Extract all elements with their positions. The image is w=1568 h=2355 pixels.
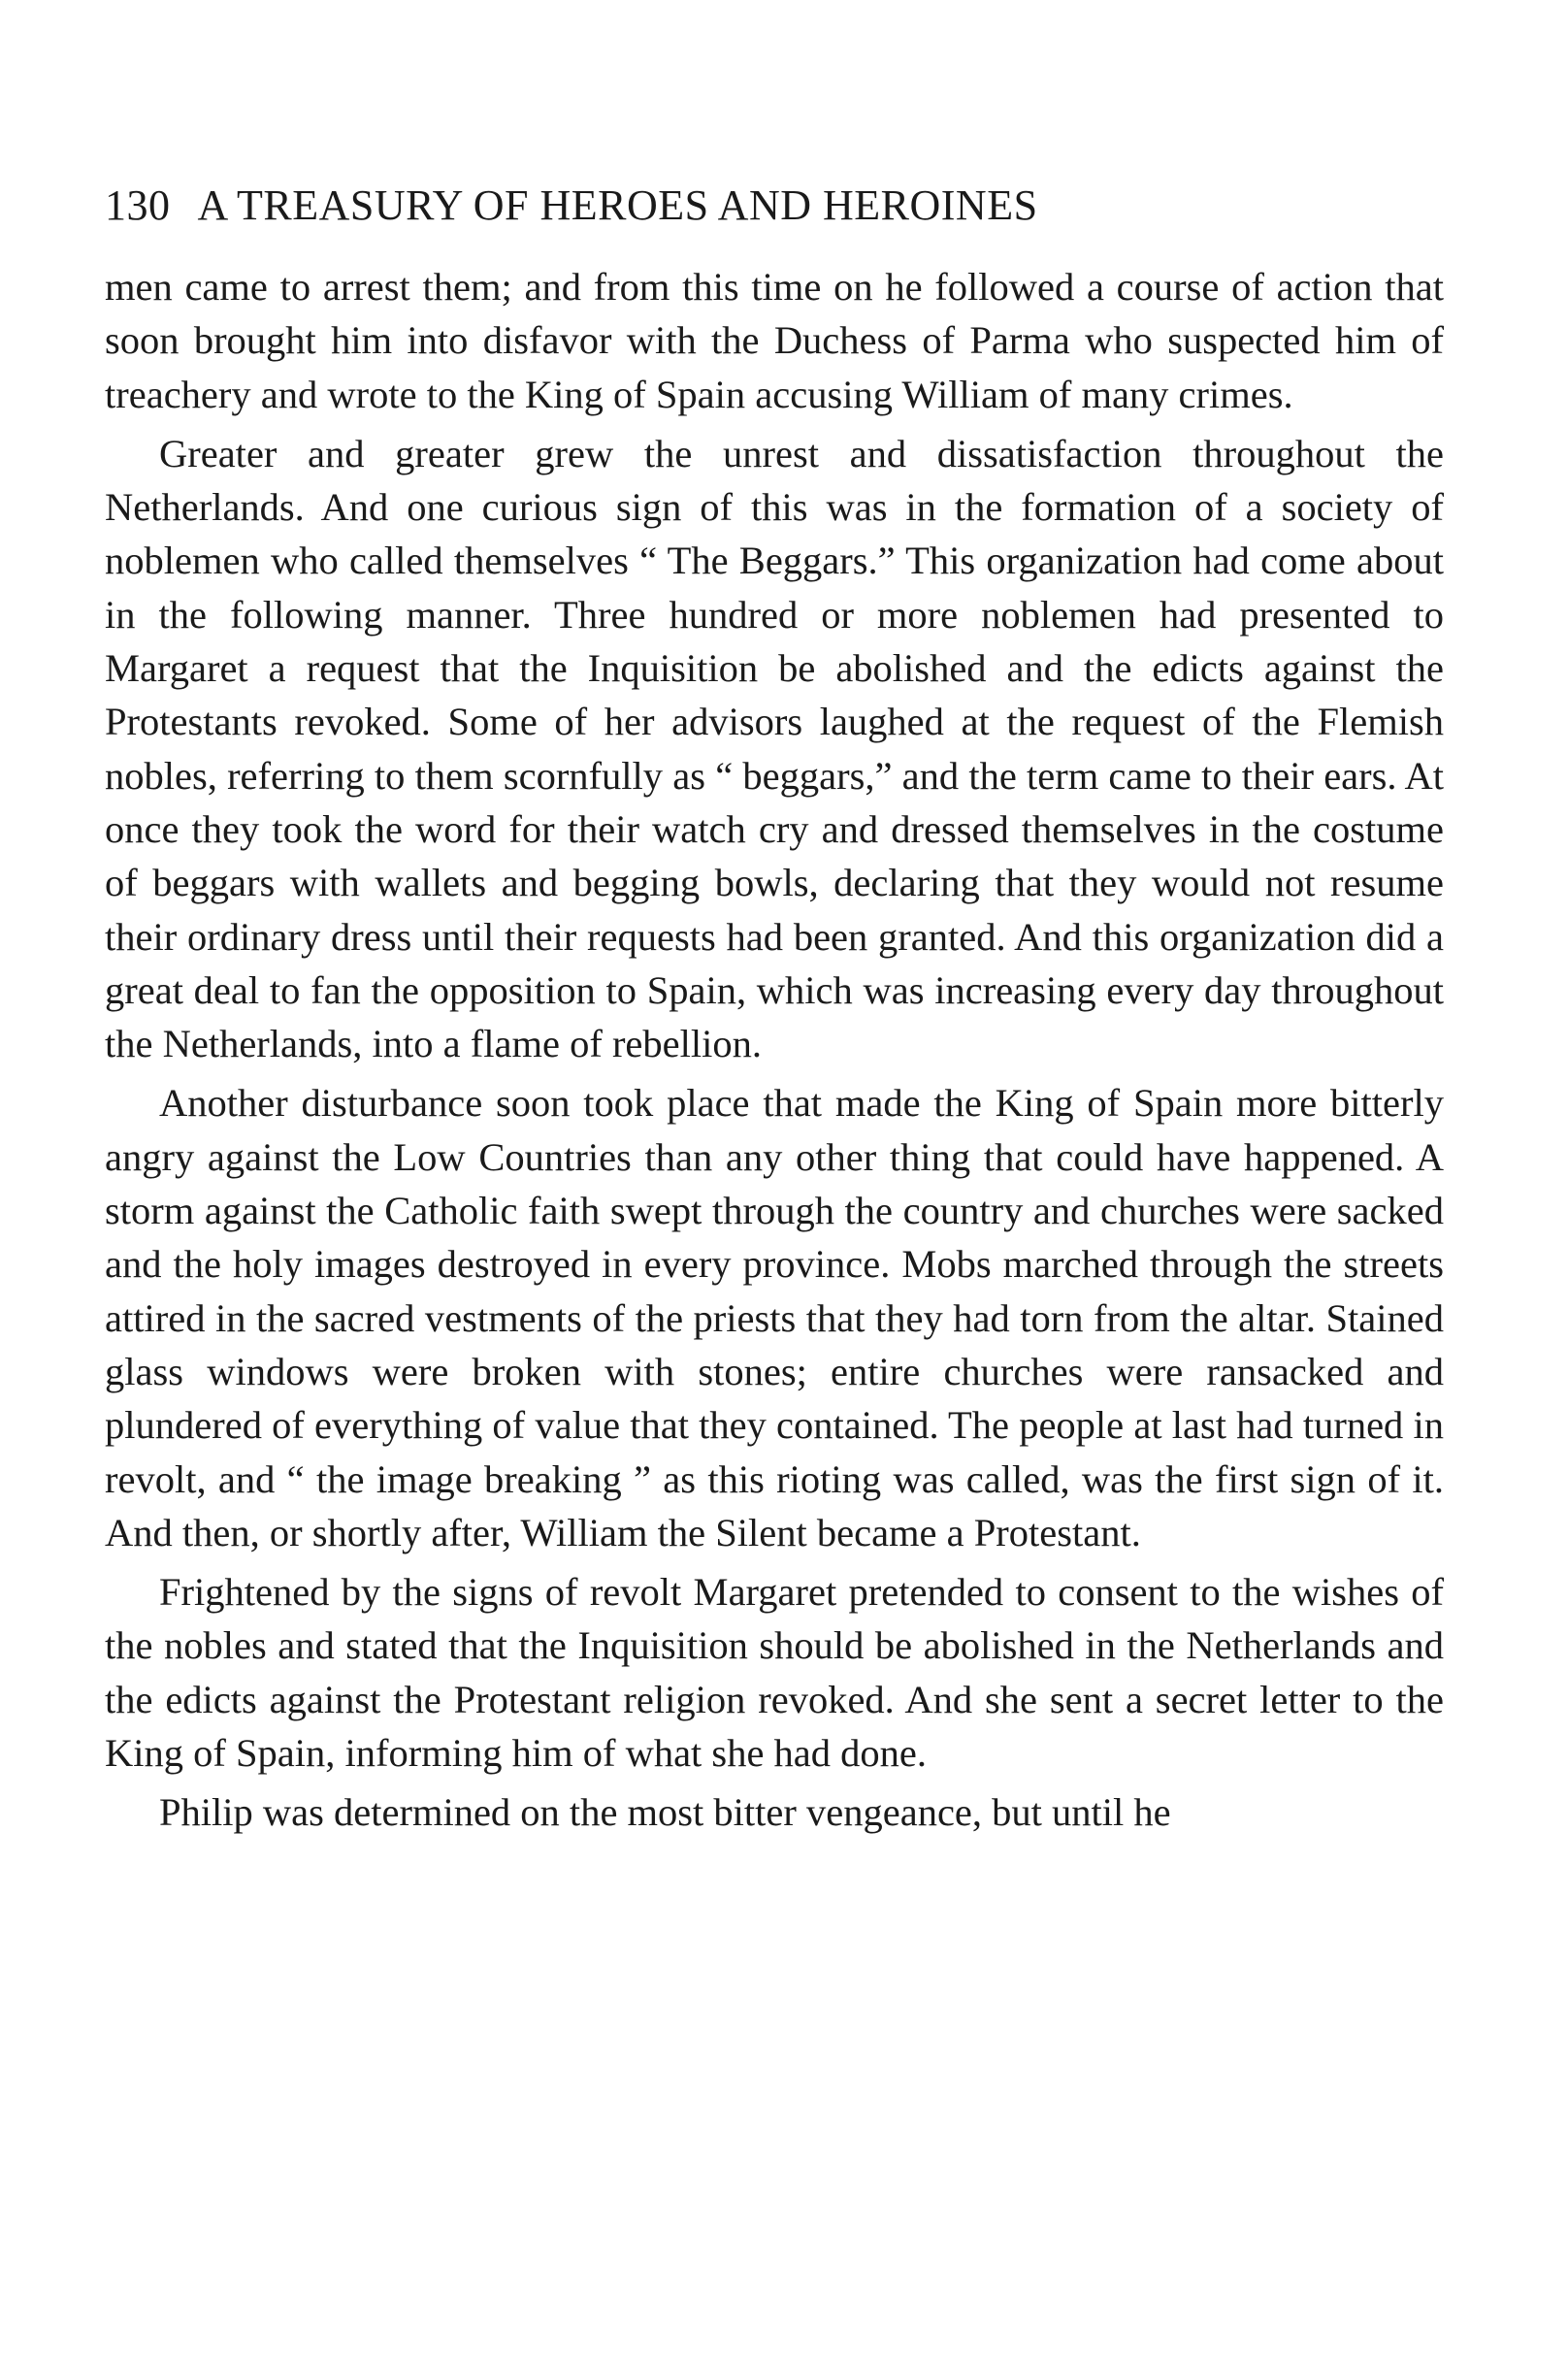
paragraph-3: Another disturbance soon took place that made the King of Spain more bitterly angry against the Low Countries than any other thing that could have happened. A storm against the Catholic faith swept through the country and churches were sacked and the holy images destroyed in every province. Mobs marched through the streets attired in the sacred vestments of the priests that they had torn from the altar. Stained glass windows were broken with stones; entire churches were ransacked and plundered of everything of value that they contained. The people at last had turned in revolt, and “ the image breaking ” as this rioting was called, was the first sign of it. And then, or shortly after, William the Silent became a Protestant. (105, 1081, 1444, 1554)
paragraph-5: Philip was determined on the most bitter vengeance, but until he (159, 1790, 1171, 1835)
body-text (105, 260, 1444, 1846)
running-title: A TREASURY OF HEROES AND HEROINES (197, 181, 1038, 229)
paragraph-1: men came to arrest them; and from this time on he followed a course of action that soon brought him into disfavor with the Duchess of Parma who suspected him of treachery and wrote to the King of Spain accusing William of many crimes. (105, 265, 1444, 416)
paragraph-2: Greater and greater grew the unrest and dissatisfaction throughout the Netherlands. And one curious sign of this was in the formation of a society of noblemen who called themselves “ The Beggars.” This organization had come about in the following manner. Three hundred or more noblemen had presented to Margaret a request that the Inquisition be abolished and the edicts against the Protestants revoked. Some of her advisors laughed at the request of the Flemish nobles, referring to them scornfully as “ beggars,” and the term came to their ears. At once they took the word for their watch cry and dressed themselves in the costume of beggars with wallets and begging bowls, declaring that they would not resume their ordinary dress until their requests had been granted. And this organization did a great deal to fan the opposition to Spain, which was increasing every day throughout the Netherlands, into a flame of rebellion. (105, 431, 1444, 1066)
running-head (105, 179, 1444, 233)
paragraph-4: Frightened by the signs of revolt Margaret pretended to consent to the wishes of the nobles and stated that the Inquisition should be abolished in the Netherlands and the edicts against the Protestant religion revoked. And she sent a secret letter to the King of Spain, informing him of what she had done. (105, 1570, 1444, 1776)
page-number: 130 (105, 181, 171, 229)
